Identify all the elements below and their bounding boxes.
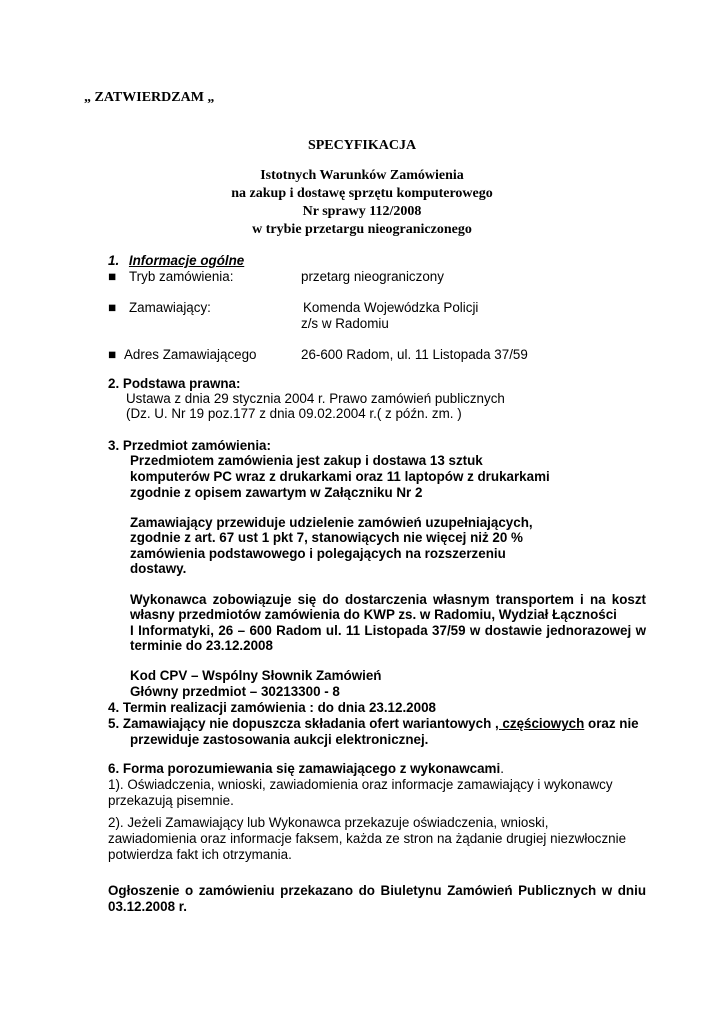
text-line: zamówienia podstawowego i polegających na rozszerzeniu bbox=[130, 546, 506, 561]
text-line: zgodnie z art. 67 ust 1 pkt 7, stanowiących nie więcej niż 20 % bbox=[130, 530, 523, 545]
section-6-title: 6. Forma porozumiewania się zamawiającego z wykonawcami bbox=[108, 761, 501, 776]
bullet-icon: ■ bbox=[108, 347, 117, 362]
section-title: Informacje ogólne bbox=[128, 253, 245, 268]
text-line: przekazują pisemnie. bbox=[108, 793, 234, 808]
bullet-icon: ■ bbox=[108, 269, 117, 284]
text-line: terminie do 23.12.2008 bbox=[130, 638, 273, 653]
row-value: Komenda Wojewódzka Policji bbox=[303, 300, 479, 315]
cpv-line: Kod CPV – Wspólny Słownik Zamówień bbox=[130, 668, 382, 683]
announcement-line: Ogłoszenie o zamówieniu przekazano do Biuletynu Zamówień Publicznych w dniu bbox=[108, 883, 646, 898]
row-label: Tryb zamówienia: bbox=[129, 269, 234, 284]
section-3-heading: 3. Przedmiot zamówienia: bbox=[108, 438, 271, 453]
text-line: (Dz. U. Nr 19 poz.177 z dnia 09.02.2004 r.( z późn. zm. ) bbox=[126, 406, 462, 421]
section-2-heading: 2. Podstawa prawna: bbox=[108, 376, 241, 391]
section-5-underlined: , częściowych bbox=[494, 716, 585, 731]
subtitle-line: w trybie przetargu nieograniczonego bbox=[252, 222, 472, 237]
text-line: Zamawiający przewiduje udzielenie zamówień uzupełniających, bbox=[130, 515, 533, 530]
document-title: SPECYFIKACJA bbox=[307, 138, 417, 153]
subtitle-line: Nr sprawy 112/2008 bbox=[302, 204, 422, 219]
section-4: 4. Termin realizacji zamówienia : do dnia 23.12.2008 bbox=[108, 700, 436, 715]
section-5 bbox=[108, 715, 639, 732]
row-value-line-2: z/s w Radomiu bbox=[301, 316, 389, 331]
subtitle-line: na zakup i dostawę sprzętu komputerowego bbox=[231, 186, 493, 201]
text-line: Przedmiotem zamówienia jest zakup i dostawa 13 sztuk bbox=[130, 453, 483, 468]
text-line: zawiadomienia oraz informacje faksem, każda ze stron na żądanie drugiej niezwłocznie bbox=[108, 831, 627, 846]
bullet-icon: ■ bbox=[108, 300, 117, 315]
section-5-suffix: oraz nie bbox=[584, 716, 639, 731]
text-line: potwierdza fakt ich otrzymania. bbox=[108, 847, 292, 862]
section-6-heading bbox=[108, 760, 504, 777]
text-line: własny przedmiotów zamówienia do KWP zs. w Radomiu, Wydział Łączności bbox=[130, 607, 617, 622]
text-line: dostawy. bbox=[130, 561, 187, 576]
announcement-line: 03.12.2008 r. bbox=[108, 899, 187, 914]
text-line: Ustawa z dnia 29 stycznia 2004 r. Prawo zamówień publicznych bbox=[126, 391, 505, 406]
text-line: 2). Jeżeli Zamawiający lub Wykonawca przekazuje oświadczenia, wnioski, bbox=[108, 815, 549, 830]
section-5-prefix: 5. Zamawiający nie dopuszcza składania ofert wariantowych bbox=[108, 716, 495, 731]
section-5-line-2: przewiduje zastosowania aukcji elektronicznej. bbox=[130, 732, 429, 747]
text-line: 1). Oświadczenia, wnioski, zawiadomienia oraz informacje zamawiający i wykonawcy bbox=[108, 777, 613, 792]
row-label: Adres Zamawiającego bbox=[124, 347, 257, 362]
row-value: przetarg nieograniczony bbox=[301, 269, 444, 284]
text-line: Wykonawca zobowiązuje się do dostarczenia własnym transportem i na koszt bbox=[130, 592, 646, 607]
text-line: komputerów PC wraz z drukarkami oraz 11 laptopów z drukarkami bbox=[130, 469, 550, 484]
row-label: Zamawiający: bbox=[129, 300, 211, 315]
section-number: 1. bbox=[108, 253, 120, 268]
section-1-heading bbox=[108, 252, 244, 269]
section-6-dot: . bbox=[500, 761, 504, 776]
text-line: zgodnie z opisem zawartym w Załączniku Nr 2 bbox=[130, 485, 423, 500]
cpv-line: Główny przedmiot – 30213300 - 8 bbox=[130, 684, 340, 699]
subtitle-line: Istotnych Warunków Zamówienia bbox=[260, 168, 464, 183]
row-value: 26-600 Radom, ul. 11 Listopada 37/59 bbox=[301, 347, 528, 362]
approval-stamp: „ ZATWIERDZAM „ bbox=[84, 90, 215, 105]
text-line: I Informatyki, 26 – 600 Radom ul. 11 Listopada 37/59 w dostawie jednorazowej w bbox=[130, 623, 646, 638]
